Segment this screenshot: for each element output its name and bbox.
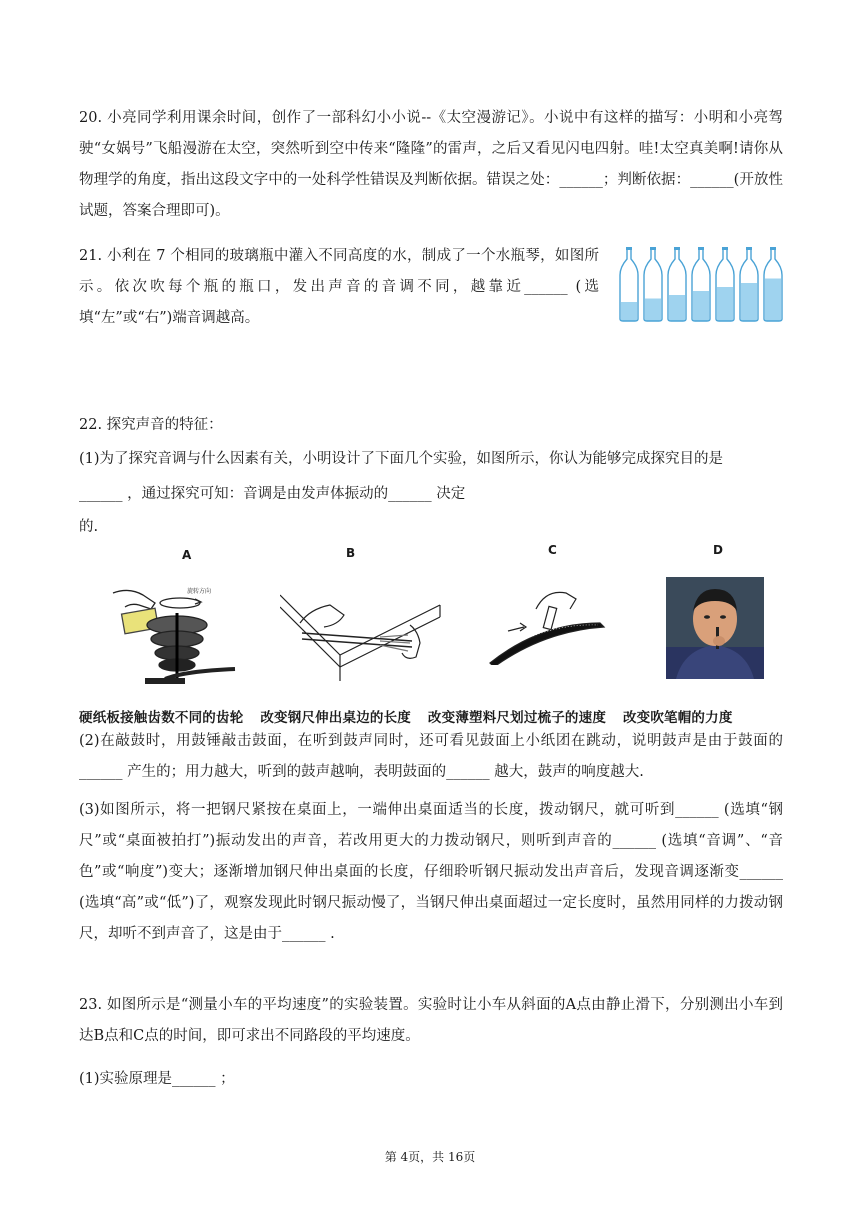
- figure-c-comb-illustration: [488, 585, 608, 665]
- water-bottle: [764, 247, 782, 321]
- water-bottle: [644, 247, 662, 321]
- question-22-title: 22. 探究声音的特征：: [79, 417, 223, 433]
- question-21-text: 21. 小利在 7 个相同的玻璃瓶中灌入不同高度的水，制成了一个水瓶琴，如图所示。依次吹每个瓶的瓶口，发出声音的音调不同，越靠近______ (选填“左”或“右”)端音调越高。: [79, 248, 599, 326]
- figure-label-c: C: [548, 543, 557, 557]
- caption-c: 改变薄塑料尺划过梳子的速度: [427, 710, 607, 726]
- water-bottle: [740, 247, 758, 321]
- caption-a: 硬纸板接触齿数不同的齿轮: [79, 710, 244, 726]
- figure-d-boy-photo: [666, 577, 764, 679]
- water-bottle: [668, 247, 686, 321]
- figure-label-b: B: [346, 546, 356, 560]
- figure-b-ruler-illustration: [280, 585, 450, 685]
- figure-label-a: A: [182, 548, 192, 562]
- figure-a-gear-illustration: [105, 583, 245, 693]
- water-bottles-figure: [618, 245, 788, 325]
- caption-d: 改变吹笔帽的力度: [622, 710, 733, 726]
- question-20-text: 20. 小亮同学利用课余时间，创作了一部科幻小小说--《太空漫游记》。小说中有这样的描写：小明和小亮驾驶“女娲号”飞船漫游在太空，突然听到空中传来“隆隆”的雷声，之后又看见闪电四射。哇!太空真美啊!请你从物理学的角度，指出这段文字中的一处科学性错误及判断依据。错误之处：______；判断依据：______(开放性试题，答案合理即可)。: [79, 110, 783, 219]
- question-23-text: 23. 如图所示是“测量小车的平均速度”的实验装置。实验时让小车从斜面的A点由静止滑下，分别测出小车到达B点和C点的时间，即可求出不同路段的平均速度。: [79, 997, 783, 1044]
- question-22-part1-line3: 的.: [79, 519, 99, 535]
- question-23-part1: (1)实验原理是______ ；: [79, 1071, 235, 1087]
- figure-label-d: D: [713, 543, 723, 557]
- question-22-part1-line2: ______ ，通过探究可知：音调是由发声体振动的______ 决定: [79, 486, 466, 502]
- svg-text:旋转方向: 旋转方向: [187, 588, 212, 595]
- question-22-part1-line1: (1)为了探究音调与什么因素有关，小明设计了下面几个实验，如图所示，你认为能够完成探究目的是: [79, 451, 724, 467]
- caption-b: 改变钢尺伸出桌边的长度: [260, 710, 412, 726]
- water-bottle: [692, 247, 710, 321]
- question-22-part3: (3)如图所示，将一把钢尺紧按在桌面上，一端伸出桌面适当的长度，拨动钢尺，就可听到______ (选填“钢尺”或“桌面被拍打”)振动发出的声音，若改用更大的力拨动钢尺，则听到声音的______ (选填“音调”、“音色”或“响度”)变大；逐渐增加钢尺伸出桌面的长度，仔细聆听钢尺振动发出声音后，发现音调逐渐变______ (选填“高”或“低”)了，观察发现此时钢尺振动慢了，当钢尺伸出桌面超过一定长度时，虽然用同样的力拨动钢尺，却听不到声音了，这是由于______ .: [79, 802, 783, 942]
- question-22-part2: (2)在敲鼓时，用鼓锤敲击鼓面，在听到鼓声同时，还可看见鼓面上小纸团在跳动，说明鼓声是由于鼓面的______ 产生的；用力越大，听到的鼓声越响，表明鼓面的______ 越大，鼓声的响度越大.: [79, 733, 783, 780]
- water-bottle: [716, 247, 734, 321]
- water-bottle: [620, 247, 638, 321]
- figure-captions: [79, 706, 745, 726]
- page-footer: 第 4页，共 16页: [384, 1150, 476, 1164]
